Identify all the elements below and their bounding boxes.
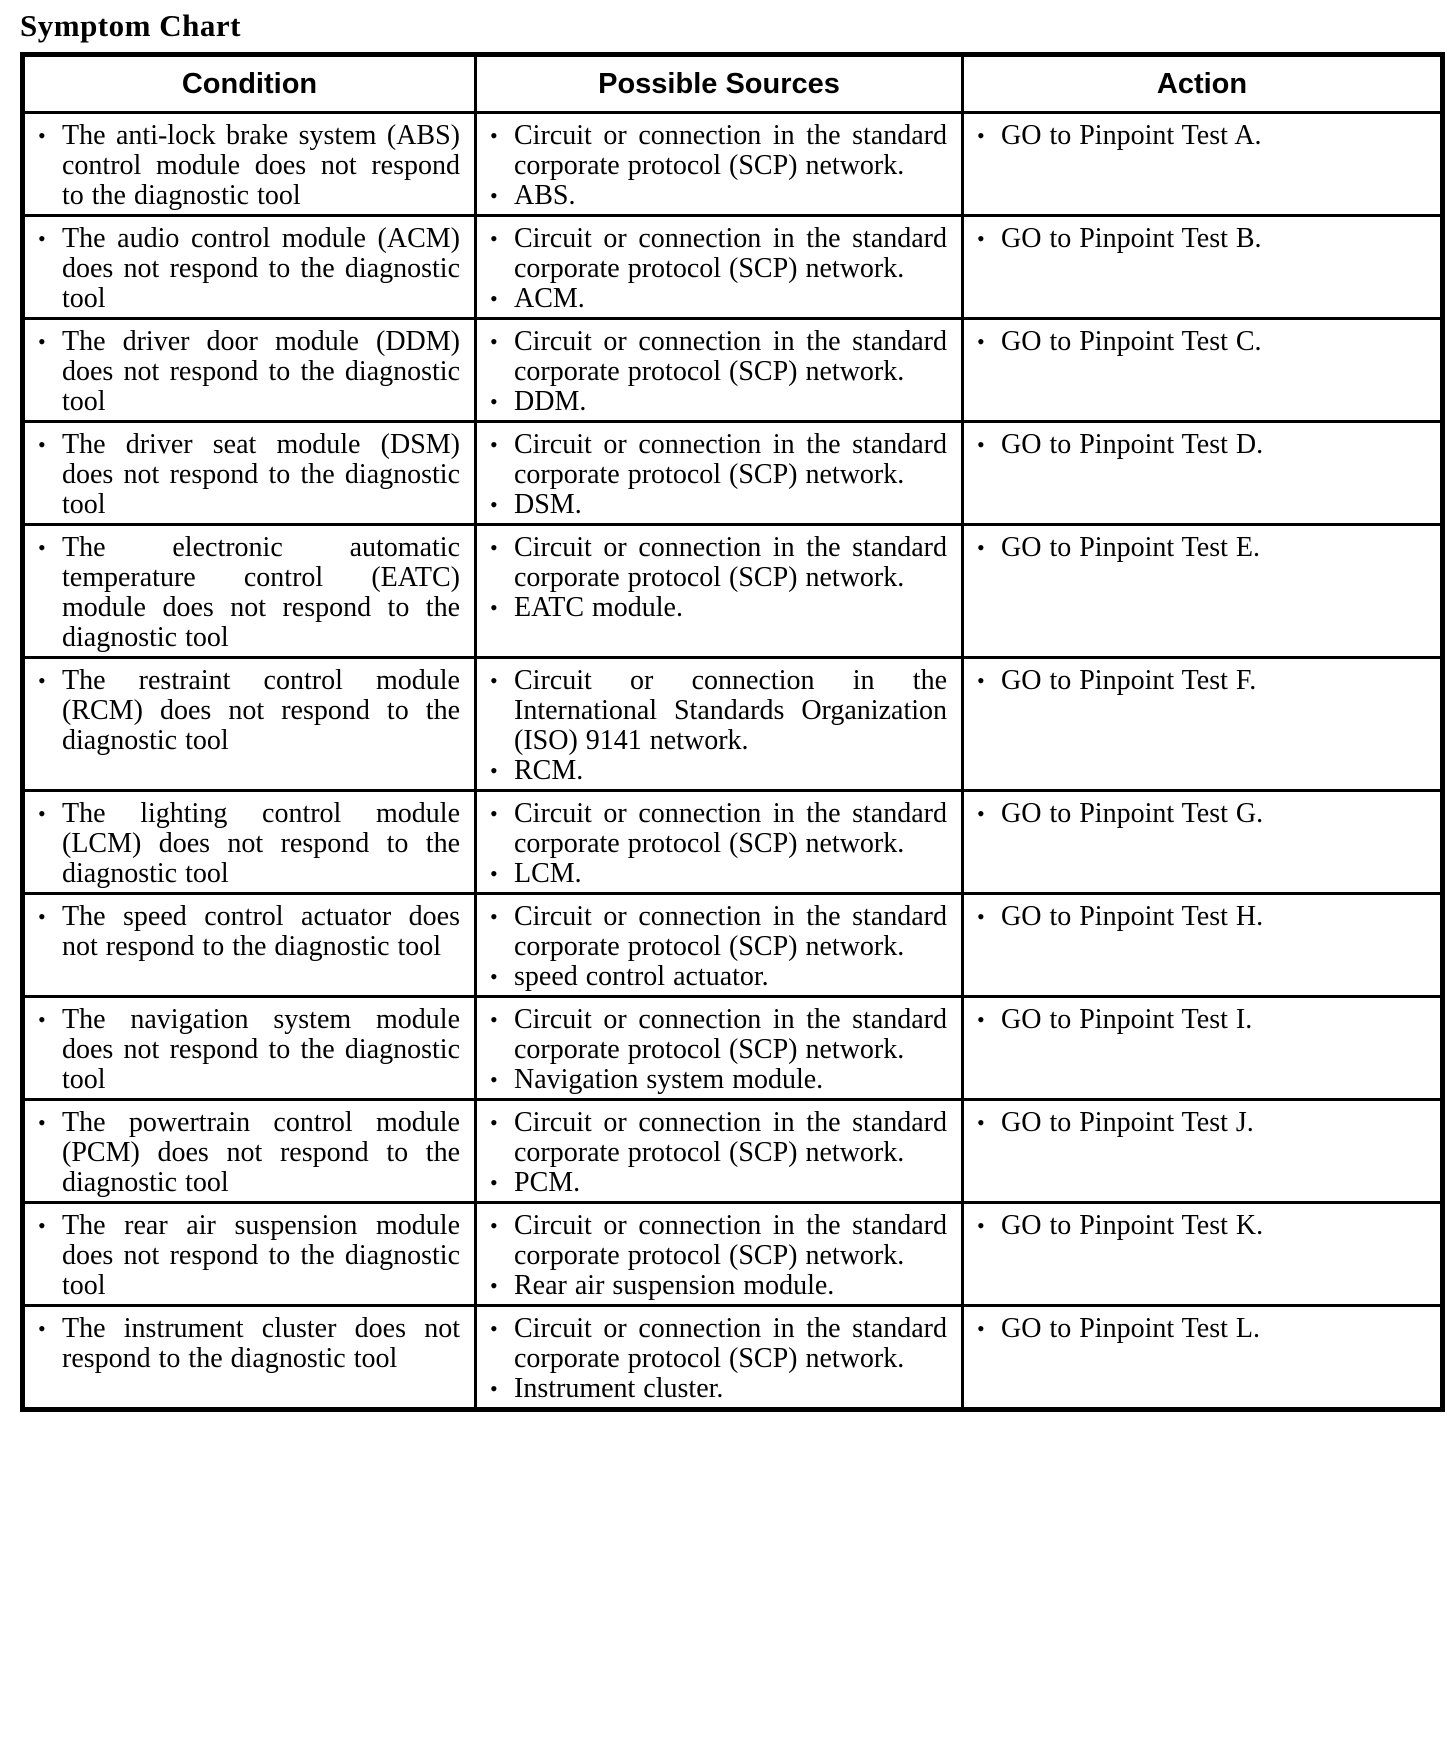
bullet-item bbox=[964, 666, 1440, 696]
bullet-icon: • bbox=[490, 1110, 498, 1135]
bullet-icon: • bbox=[490, 758, 498, 783]
bullet-icon: • bbox=[38, 801, 46, 826]
bullet-icon: • bbox=[38, 1110, 46, 1135]
bullet-text: GO to Pinpoint Test I. bbox=[1001, 1004, 1253, 1035]
bullet-text: GO to Pinpoint Test D. bbox=[1001, 429, 1264, 460]
action-cell bbox=[963, 113, 1443, 216]
bullet-item bbox=[477, 1065, 961, 1095]
bullet-text: ABS. bbox=[514, 180, 576, 211]
bullet-item bbox=[477, 430, 961, 490]
bullet-text: The powertrain control module (PCM) does not respond to the diagnostic tool bbox=[62, 1107, 460, 1198]
bullet-icon: • bbox=[490, 1316, 498, 1341]
bullet-icon: • bbox=[38, 329, 46, 354]
symptom-chart-table bbox=[20, 52, 1445, 1412]
table-row bbox=[23, 894, 1443, 997]
bullet-icon: • bbox=[38, 1007, 46, 1032]
bullet-icon: • bbox=[38, 1213, 46, 1238]
bullet-text: The driver seat module (DSM) does not respond to the diagnostic tool bbox=[62, 429, 460, 520]
bullet-text: The rear air suspension module does not respond to the diagnostic tool bbox=[62, 1210, 460, 1301]
sources-cell bbox=[476, 113, 963, 216]
bullet-icon: • bbox=[490, 183, 498, 208]
bullet-item bbox=[477, 902, 961, 962]
bullet-item bbox=[964, 224, 1440, 254]
bullet-icon: • bbox=[38, 432, 46, 457]
sources-cell bbox=[476, 216, 963, 319]
condition-cell bbox=[23, 1306, 476, 1410]
bullet-text: GO to Pinpoint Test B. bbox=[1001, 223, 1262, 254]
table-row bbox=[23, 319, 1443, 422]
bullet-item bbox=[25, 327, 474, 417]
bullet-icon: • bbox=[38, 123, 46, 148]
action-cell bbox=[963, 1306, 1443, 1410]
bullet-icon: • bbox=[38, 226, 46, 251]
condition-cell bbox=[23, 997, 476, 1100]
bullet-text: The electronic automatic temperature control (EATC) module does not respond to the diagnostic tool bbox=[62, 532, 460, 653]
sources-cell bbox=[476, 894, 963, 997]
bullet-item bbox=[477, 1005, 961, 1065]
bullet-text: DSM. bbox=[514, 489, 582, 520]
bullet-text: Instrument cluster. bbox=[514, 1373, 724, 1404]
condition-cell bbox=[23, 791, 476, 894]
table-row bbox=[23, 113, 1443, 216]
bullet-item bbox=[25, 1108, 474, 1198]
action-cell bbox=[963, 791, 1443, 894]
bullet-icon: • bbox=[490, 226, 498, 251]
bullet-text: EATC module. bbox=[514, 592, 683, 623]
table-row bbox=[23, 658, 1443, 791]
bullet-text: The instrument cluster does not respond to the diagnostic tool bbox=[62, 1313, 460, 1374]
condition-cell bbox=[23, 658, 476, 791]
bullet-item bbox=[25, 799, 474, 889]
bullet-icon: • bbox=[490, 1170, 498, 1195]
bullet-item bbox=[25, 121, 474, 211]
table-row bbox=[23, 216, 1443, 319]
condition-cell bbox=[23, 216, 476, 319]
column-header-action: Action bbox=[963, 55, 1443, 113]
bullet-icon: • bbox=[38, 668, 46, 693]
action-cell bbox=[963, 997, 1443, 1100]
bullet-item bbox=[25, 1314, 474, 1374]
bullet-item bbox=[964, 1211, 1440, 1241]
bullet-item bbox=[25, 666, 474, 756]
bullet-item bbox=[477, 1168, 961, 1198]
bullet-item bbox=[477, 1374, 961, 1404]
bullet-icon: • bbox=[490, 904, 498, 929]
bullet-text: The restraint control module (RCM) does not respond to the diagnostic tool bbox=[62, 665, 460, 756]
table-row bbox=[23, 1100, 1443, 1203]
bullet-text: The anti-lock brake system (ABS) control module does not respond to the diagnostic tool bbox=[62, 120, 460, 211]
sources-cell bbox=[476, 422, 963, 525]
bullet-icon: • bbox=[490, 535, 498, 560]
sources-cell bbox=[476, 1306, 963, 1410]
bullet-item bbox=[25, 224, 474, 314]
bullet-text: The lighting control module (LCM) does not respond to the diagnostic tool bbox=[62, 798, 460, 889]
bullet-text: GO to Pinpoint Test E. bbox=[1001, 532, 1260, 563]
bullet-icon: • bbox=[977, 1007, 985, 1032]
bullet-item bbox=[25, 1211, 474, 1301]
bullet-text: GO to Pinpoint Test L. bbox=[1001, 1313, 1260, 1344]
bullet-icon: • bbox=[977, 1110, 985, 1135]
bullet-text: RCM. bbox=[514, 755, 584, 786]
bullet-icon: • bbox=[977, 1316, 985, 1341]
bullet-text: The navigation system module does not respond to the diagnostic tool bbox=[62, 1004, 460, 1095]
bullet-item bbox=[477, 284, 961, 314]
action-cell bbox=[963, 1100, 1443, 1203]
bullet-text: Circuit or connection in the International Standards Organization (ISO) 9141 network. bbox=[514, 665, 947, 756]
condition-cell bbox=[23, 525, 476, 658]
page-title: Symptom Chart bbox=[20, 8, 241, 43]
bullet-text: Circuit or connection in the standard corporate protocol (SCP) network. bbox=[514, 326, 947, 387]
bullet-text: GO to Pinpoint Test K. bbox=[1001, 1210, 1264, 1241]
bullet-icon: • bbox=[977, 668, 985, 693]
bullet-item bbox=[964, 327, 1440, 357]
sources-cell bbox=[476, 658, 963, 791]
bullet-icon: • bbox=[490, 964, 498, 989]
action-cell bbox=[963, 422, 1443, 525]
bullet-icon: • bbox=[490, 123, 498, 148]
bullet-item bbox=[477, 799, 961, 859]
bullet-item bbox=[964, 121, 1440, 151]
bullet-item bbox=[25, 902, 474, 962]
bullet-text: ACM. bbox=[514, 283, 585, 314]
bullet-icon: • bbox=[490, 1007, 498, 1032]
bullet-text: Circuit or connection in the standard corporate protocol (SCP) network. bbox=[514, 223, 947, 284]
bullet-icon: • bbox=[490, 668, 498, 693]
condition-cell bbox=[23, 894, 476, 997]
bullet-icon: • bbox=[490, 1213, 498, 1238]
table-row bbox=[23, 525, 1443, 658]
bullet-icon: • bbox=[490, 389, 498, 414]
column-header-condition: Condition bbox=[23, 55, 476, 113]
bullet-item bbox=[477, 387, 961, 417]
action-cell bbox=[963, 1203, 1443, 1306]
bullet-text: GO to Pinpoint Test H. bbox=[1001, 901, 1264, 932]
condition-cell bbox=[23, 422, 476, 525]
bullet-item bbox=[964, 902, 1440, 932]
bullet-icon: • bbox=[490, 329, 498, 354]
action-cell bbox=[963, 216, 1443, 319]
bullet-item bbox=[477, 1108, 961, 1168]
bullet-item bbox=[477, 121, 961, 181]
bullet-icon: • bbox=[977, 904, 985, 929]
bullet-text: GO to Pinpoint Test A. bbox=[1001, 120, 1262, 151]
bullet-item bbox=[25, 430, 474, 520]
bullet-text: Circuit or connection in the standard corporate protocol (SCP) network. bbox=[514, 1313, 947, 1374]
sources-cell bbox=[476, 525, 963, 658]
bullet-icon: • bbox=[490, 286, 498, 311]
bullet-icon: • bbox=[490, 1273, 498, 1298]
bullet-icon: • bbox=[38, 535, 46, 560]
bullet-text: PCM. bbox=[514, 1167, 581, 1198]
bullet-text: Circuit or connection in the standard corporate protocol (SCP) network. bbox=[514, 901, 947, 962]
bullet-item bbox=[964, 533, 1440, 563]
column-header-possible-sources: Possible Sources bbox=[476, 55, 963, 113]
action-cell bbox=[963, 525, 1443, 658]
sources-cell bbox=[476, 319, 963, 422]
bullet-icon: • bbox=[977, 329, 985, 354]
bullet-text: Circuit or connection in the standard corporate protocol (SCP) network. bbox=[514, 532, 947, 593]
bullet-item bbox=[477, 327, 961, 387]
bullet-icon: • bbox=[490, 861, 498, 886]
bullet-item bbox=[477, 224, 961, 284]
bullet-item bbox=[477, 962, 961, 992]
table-row bbox=[23, 791, 1443, 894]
bullet-item bbox=[477, 1271, 961, 1301]
bullet-icon: • bbox=[977, 432, 985, 457]
bullet-text: GO to Pinpoint Test J. bbox=[1001, 1107, 1254, 1138]
document-page bbox=[0, 8, 1456, 1412]
bullet-item bbox=[477, 490, 961, 520]
bullet-text: Circuit or connection in the standard corporate protocol (SCP) network. bbox=[514, 1210, 947, 1271]
bullet-text: The audio control module (ACM) does not respond to the diagnostic tool bbox=[62, 223, 460, 314]
bullet-item bbox=[477, 593, 961, 623]
bullet-item bbox=[964, 430, 1440, 460]
condition-cell bbox=[23, 1203, 476, 1306]
bullet-item bbox=[964, 1314, 1440, 1344]
bullet-text: The driver door module (DDM) does not respond to the diagnostic tool bbox=[62, 326, 460, 417]
bullet-text: Rear air suspension module. bbox=[514, 1270, 835, 1301]
bullet-item bbox=[25, 1005, 474, 1095]
bullet-text: LCM. bbox=[514, 858, 582, 889]
header-row bbox=[23, 55, 1443, 113]
condition-cell bbox=[23, 113, 476, 216]
table-row bbox=[23, 997, 1443, 1100]
action-cell bbox=[963, 894, 1443, 997]
bullet-text: Circuit or connection in the standard corporate protocol (SCP) network. bbox=[514, 1004, 947, 1065]
bullet-text: speed control actuator. bbox=[514, 961, 769, 992]
bullet-item bbox=[964, 799, 1440, 829]
bullet-icon: • bbox=[977, 801, 985, 826]
bullet-item bbox=[477, 859, 961, 889]
sources-cell bbox=[476, 1100, 963, 1203]
table-row bbox=[23, 422, 1443, 525]
action-cell bbox=[963, 319, 1443, 422]
bullet-item bbox=[477, 756, 961, 786]
bullet-item bbox=[477, 666, 961, 756]
bullet-icon: • bbox=[490, 432, 498, 457]
table-row bbox=[23, 1306, 1443, 1410]
bullet-item bbox=[477, 1211, 961, 1271]
bullet-text: DDM. bbox=[514, 386, 587, 417]
bullet-icon: • bbox=[977, 226, 985, 251]
bullet-text: Circuit or connection in the standard corporate protocol (SCP) network. bbox=[514, 120, 947, 181]
condition-cell bbox=[23, 319, 476, 422]
bullet-text: GO to Pinpoint Test F. bbox=[1001, 665, 1257, 696]
bullet-item bbox=[964, 1005, 1440, 1035]
bullet-item bbox=[964, 1108, 1440, 1138]
bullet-text: Circuit or connection in the standard corporate protocol (SCP) network. bbox=[514, 429, 947, 490]
bullet-item bbox=[477, 181, 961, 211]
bullet-icon: • bbox=[977, 1213, 985, 1238]
bullet-icon: • bbox=[490, 1067, 498, 1092]
sources-cell bbox=[476, 997, 963, 1100]
bullet-icon: • bbox=[490, 1376, 498, 1401]
bullet-icon: • bbox=[38, 1316, 46, 1341]
bullet-text: The speed control actuator does not respond to the diagnostic tool bbox=[62, 901, 460, 962]
bullet-icon: • bbox=[490, 595, 498, 620]
bullet-icon: • bbox=[38, 904, 46, 929]
table-row bbox=[23, 1203, 1443, 1306]
bullet-item bbox=[25, 533, 474, 653]
bullet-text: GO to Pinpoint Test G. bbox=[1001, 798, 1264, 829]
bullet-icon: • bbox=[977, 535, 985, 560]
bullet-icon: • bbox=[490, 801, 498, 826]
sources-cell bbox=[476, 1203, 963, 1306]
sources-cell bbox=[476, 791, 963, 894]
bullet-text: Circuit or connection in the standard corporate protocol (SCP) network. bbox=[514, 1107, 947, 1168]
bullet-text: Navigation system module. bbox=[514, 1064, 824, 1095]
bullet-icon: • bbox=[490, 492, 498, 517]
bullet-icon: • bbox=[977, 123, 985, 148]
bullet-item bbox=[477, 533, 961, 593]
action-cell bbox=[963, 658, 1443, 791]
condition-cell bbox=[23, 1100, 476, 1203]
bullet-text: Circuit or connection in the standard corporate protocol (SCP) network. bbox=[514, 798, 947, 859]
bullet-item bbox=[477, 1314, 961, 1374]
bullet-text: GO to Pinpoint Test C. bbox=[1001, 326, 1262, 357]
